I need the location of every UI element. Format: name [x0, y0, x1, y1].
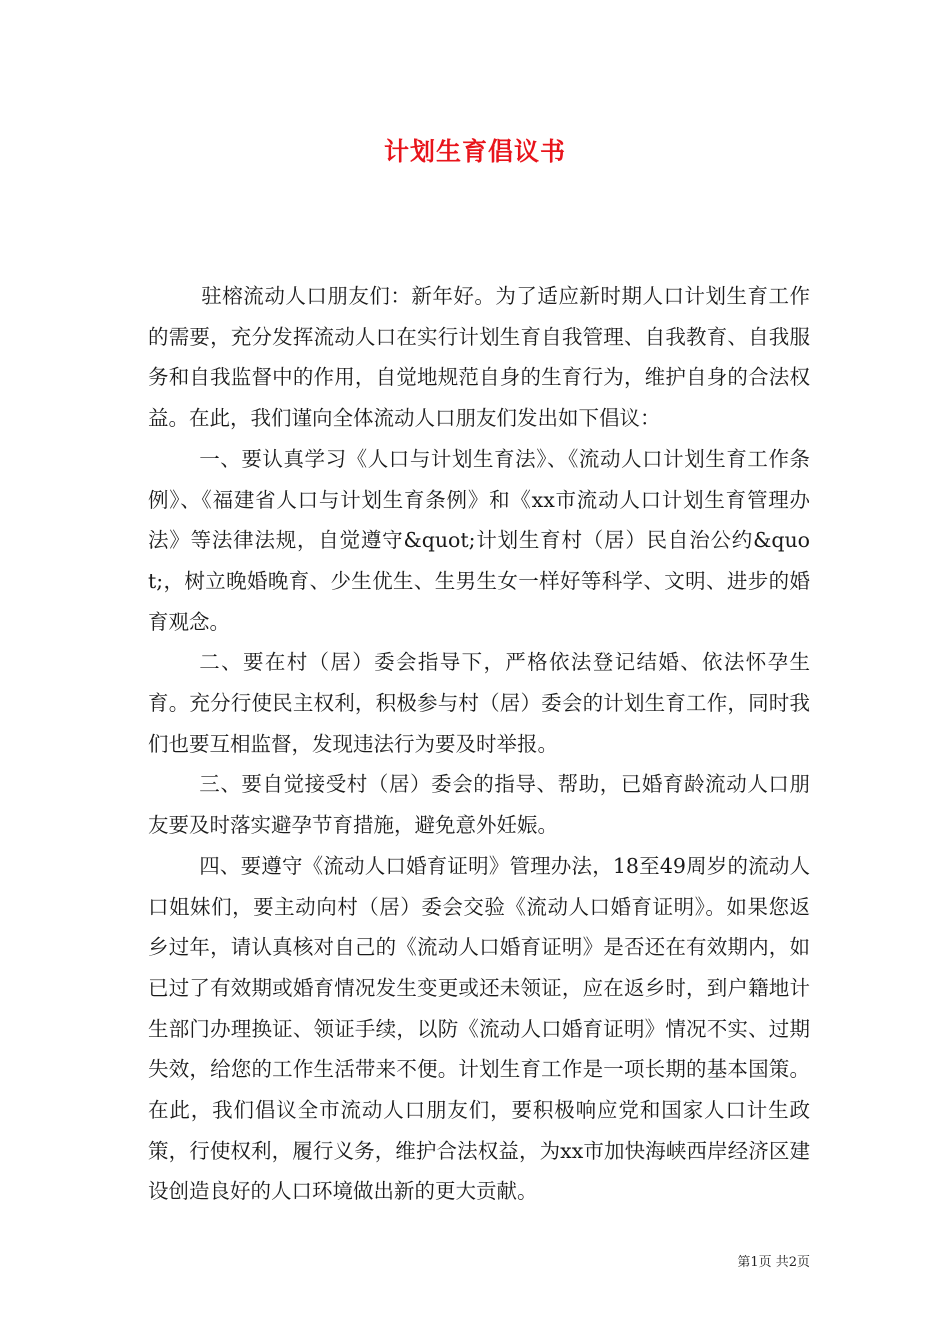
paragraph-item-3: 三、要自觉接受村（居）委会的指导、帮助，已婚育龄流动人口朋友要及时落实避孕节育措施，避免意外妊娠。 [148, 772, 810, 838]
page-number: 第1页 共2页 [737, 1255, 810, 1270]
paragraph-item-1: 一、要认真学习《人口与计划生育法》、《流动人口计划生育工作条例》、《福建省人口与计划生育条例》和《xx市流动人口计划生育管理办法》等法律法规，自觉遵守&quot;计划生育村（居）民自治公约&quot;，树立晚婚晚育、少生优生、生男生女一样好等科学、文明、进步的婚育观念。 [148, 446, 810, 634]
paragraph-item-4: 四、要遵守《流动人口婚育证明》管理办法，18至49周岁的流动人口姐妹们，要主动向村（居）委会交验《流动人口婚育证明》。如果您返乡过年，请认真核对自己的《流动人口婚育证明》是否还在有效期内，如已过了有效期或婚育情况发生变更或还未领证，应在返乡时，到户籍地计生部门办理换证、领证手续，以防《流动人口婚育证明》情况不实、过期失效，给您的工作生活带来不便。计划生育工作是一项长期的基本国策。在此，我们倡议全市流动人口朋友们，要积极响应党和国家人口计生政策，行使权利，履行义务，维护合法权益，为xx市加快海峡西岸经济区建设创造良好的人口环境做出新的更大贡献。 [148, 853, 810, 1204]
paragraph-greeting: 驻榕流动人口朋友们：新年好。为了适应新时期人口计划生育工作的需要，充分发挥流动人口在实行计划生育自我管理、自我教育、自我服务和自我监督中的作用，自觉地规范自身的生育行为，维护自身的合法权益。在此，我们谨向全体流动人口朋友们发出如下倡议： [148, 284, 810, 431]
document-body [148, 276, 810, 1212]
document-title: 计划生育倡议书 [383, 137, 566, 166]
paragraph-item-2: 二、要在村（居）委会指导下，严格依法登记结婚、依法怀孕生育。充分行使民主权利，积极参与村（居）委会的计划生育工作，同时我们也要互相监督，发现违法行为要及时举报。 [148, 650, 810, 756]
